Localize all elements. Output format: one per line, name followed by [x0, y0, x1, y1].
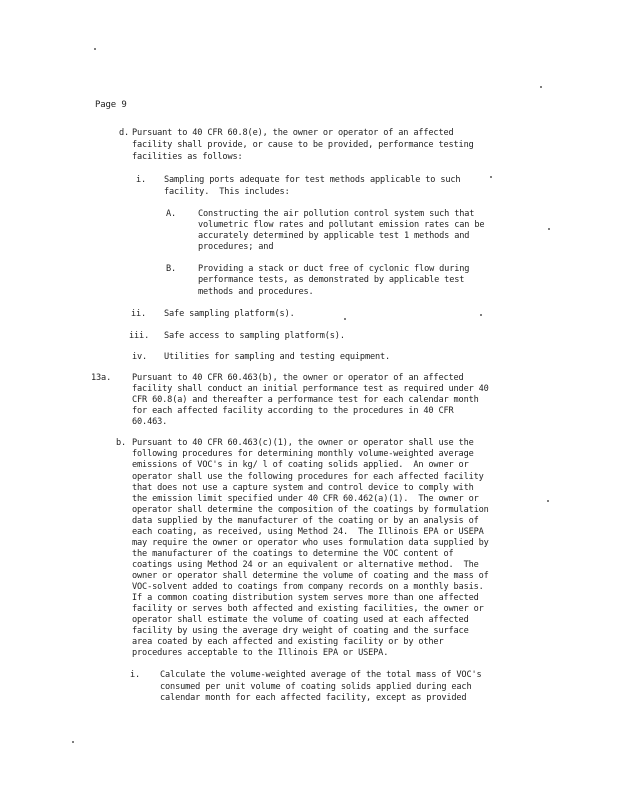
section-b-line-16: facility or serves both affected and existing facilities, the owner or	[132, 604, 484, 614]
section-d-marker: d.	[119, 128, 130, 138]
section-b-line-12: coatings using Method 24 or an equivalent or alternative method. The	[132, 560, 479, 570]
scan-speck	[480, 314, 482, 316]
section-d-line-1: Pursuant to 40 CFR 60.8(e), the owner or operator of an affected	[132, 128, 454, 138]
section-13a-line-4: for each affected facility according to the procedures in 40 CFR	[132, 406, 454, 416]
sub-b-line-3: methods and procedures.	[198, 287, 314, 297]
sub-a-line-2: volumetric flow rates and pollutant emission rates can be	[198, 220, 485, 230]
section-b-line-3: emissions of VOC's in kg/ l of coating solids applied. An owner or	[132, 460, 469, 470]
sub-a-marker: A.	[166, 209, 177, 219]
section-b-line-10: may require the owner or operator who uses formulation data supplied by	[132, 538, 489, 548]
section-b-item-i-line-1: Calculate the volume-weighted average of the total mass of VOC's	[160, 670, 482, 680]
section-b-line-13: owner or operator shall determine the volume of coating and the mass of	[132, 571, 489, 581]
section-b-line-17: operator shall estimate the volume of coating used at each affected	[132, 615, 469, 625]
section-d-line-3: facilities as follows:	[132, 152, 243, 162]
scan-speck	[540, 86, 542, 88]
sub-b-line-2: performance tests, as demonstrated by applicable test	[198, 275, 465, 285]
sub-a-line-4: procedures; and	[198, 242, 274, 252]
section-b-line-6: the emission limit specified under 40 CFR 60.462(a)(1). The owner or	[132, 494, 479, 504]
section-13a-line-1: Pursuant to 40 CFR 60.463(b), the owner or operator of an affected	[132, 373, 464, 383]
section-b-line-15: If a common coating distribution system serves more than one affected	[132, 593, 479, 603]
scan-speck	[548, 228, 550, 230]
scan-speck	[547, 500, 549, 502]
item-ii-text: Safe sampling platform(s).	[164, 309, 295, 319]
section-13a-line-5: 60.463.	[132, 417, 168, 427]
section-b-line-11: the manufacturer of the coatings to determine the VOC content of	[132, 549, 454, 559]
section-b-line-2: following procedures for determining monthly volume-weighted average	[132, 449, 474, 459]
section-b-marker: b.	[116, 438, 127, 448]
section-b-line-19: area coated by each affected and existing facility or by other	[132, 637, 444, 647]
section-b-line-14: VOC-solvent added to coatings from company records on a monthly basis.	[132, 582, 484, 592]
item-i-marker: i.	[136, 175, 147, 185]
item-iii-text: Safe access to sampling platform(s).	[164, 331, 345, 341]
section-13a-line-2: facility shall conduct an initial performance test as required under 40	[132, 384, 489, 394]
section-b-item-i-marker: i.	[130, 670, 141, 680]
section-13a-marker: 13a.	[91, 373, 112, 383]
scan-speck	[490, 176, 492, 178]
item-i-line-2: facility. This includes:	[164, 187, 290, 197]
section-b-line-5: that does not use a capture system and control device to comply with	[132, 483, 474, 493]
section-13a-line-3: CFR 60.8(a) and thereafter a performance test for each calendar month	[132, 395, 479, 405]
item-iv-marker: iv.	[132, 352, 148, 362]
item-ii-marker: ii.	[131, 309, 147, 319]
section-b-line-8: data supplied by the manufacturer of the coating or by an analysis of	[132, 516, 479, 526]
item-iv-text: Utilities for sampling and testing equipment.	[164, 352, 391, 362]
sub-a-line-1: Constructing the air pollution control system such that	[198, 209, 475, 219]
section-b-line-18: facility by using the average dry weight of coating and the surface	[132, 626, 469, 636]
scan-speck	[344, 318, 346, 320]
section-b-line-20: procedures acceptable to the Illinois EPA or USEPA.	[132, 648, 389, 658]
scan-speck	[94, 48, 96, 50]
section-b-line-1: Pursuant to 40 CFR 60.463(c)(1), the owner or operator shall use the	[132, 438, 474, 448]
sub-b-marker: B.	[166, 264, 177, 274]
section-b-line-7: operator shall determine the composition of the coatings by formulation	[132, 505, 489, 515]
section-b-line-9: each coating, as received, using Method 24. The Illinois EPA or USEPA	[132, 527, 484, 537]
sub-b-line-1: Providing a stack or duct free of cyclonic flow during	[198, 264, 470, 274]
section-b-item-i-line-3: calendar month for each affected facility, except as provided	[160, 693, 467, 703]
section-b-item-i-line-2: consumed per unit volume of coating solids applied during each	[160, 682, 472, 692]
scan-speck	[72, 741, 74, 743]
sub-a-line-3: accurately determined by applicable test 1 methods and	[198, 231, 470, 241]
section-b-line-4: operator shall use the following procedures for each affected facility	[132, 472, 484, 482]
section-d-line-2: facility shall provide, or cause to be provided, performance testing	[132, 140, 474, 150]
page-label: Page 9	[95, 100, 127, 110]
item-iii-marker: iii.	[129, 331, 150, 341]
item-i-line-1: Sampling ports adequate for test methods applicable to such	[164, 175, 461, 185]
